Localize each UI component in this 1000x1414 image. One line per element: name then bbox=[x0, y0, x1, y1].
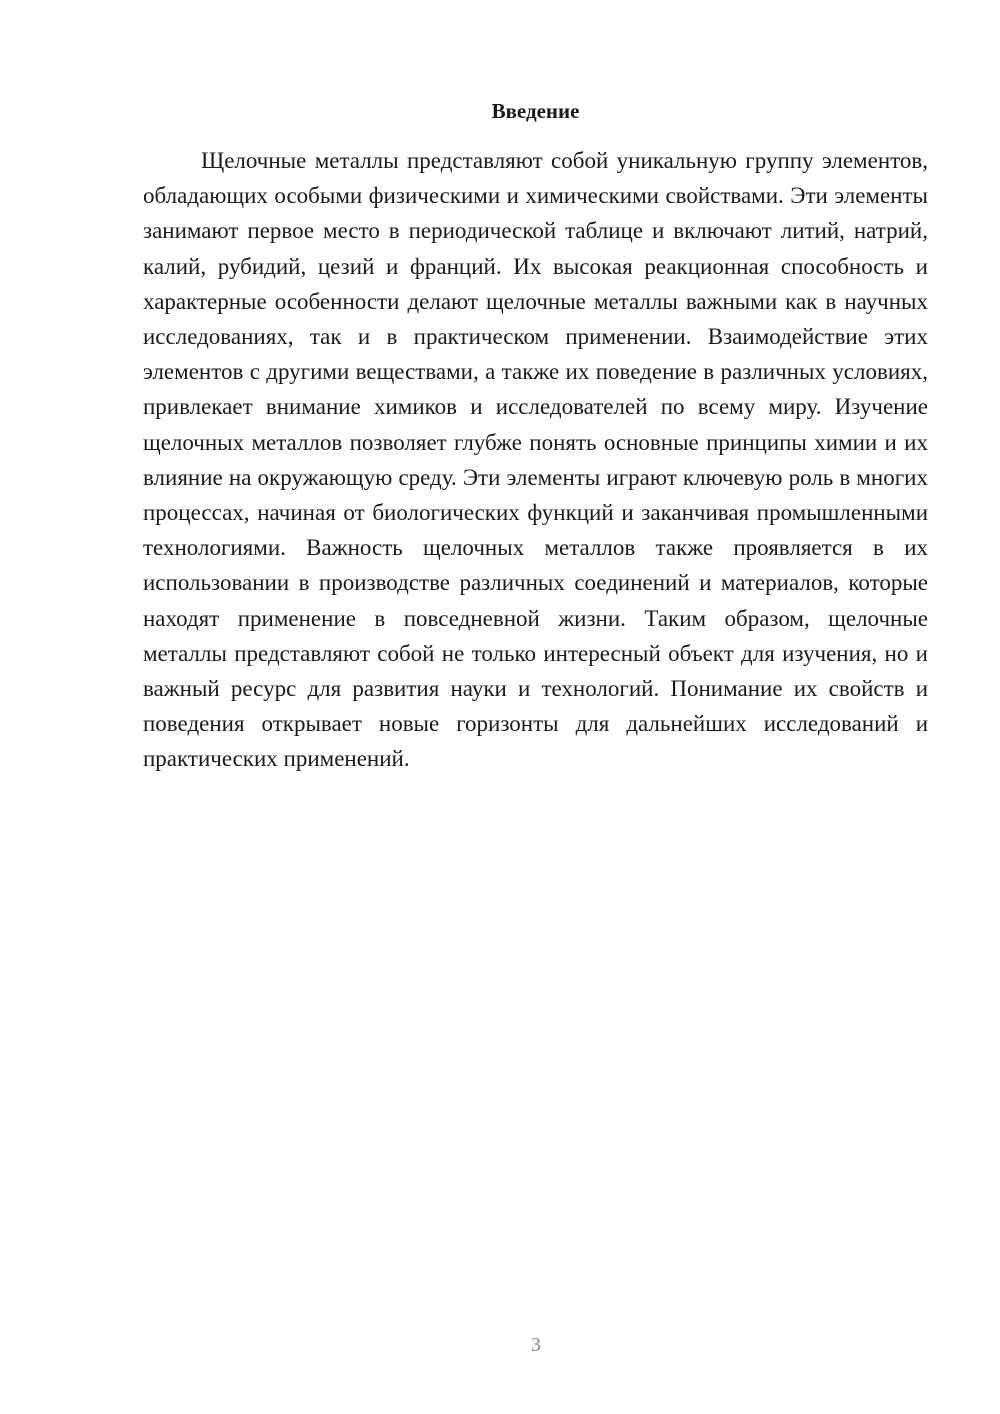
intro-paragraph: Щелочные металлы представляют собой уникальную группу элементов, обладающих особыми физическими и химическими свойствами. Эти элементы занимают первое место в периодической таблице и включают литий, натрий, калий, рубидий, цезий и франций. Их высокая реакционная способность и характерные особенности делают щелочные металлы важными как в научных исследованиях, так и в практическом применении. Взаимодействие этих элементов с другими веществами, а также их поведение в различных условиях, привлекает внимание химиков и исследователей по всему миру. Изучение щелочных металлов позволяет глубже понять основные принципы химии и их влияние на окружающую среду. Эти элементы играют ключевую роль в многих процессах, начиная от биологических функций и заканчивая промышленными технологиями. Важность щелочных металлов также проявляется в их использовании в производстве различных соединений и материалов, которые находят применение в повседневной жизни. Таким образом, щелочные металлы представляют собой не только интересный объект для изучения, но и важный ресурс для развития науки и технологий. Понимание их свойств и поведения открывает новые горизонты для дальнейших исследований и практических применений. bbox=[143, 148, 928, 772]
page-number: 3 bbox=[531, 1334, 541, 1356]
section-title: Введение bbox=[491, 99, 580, 123]
